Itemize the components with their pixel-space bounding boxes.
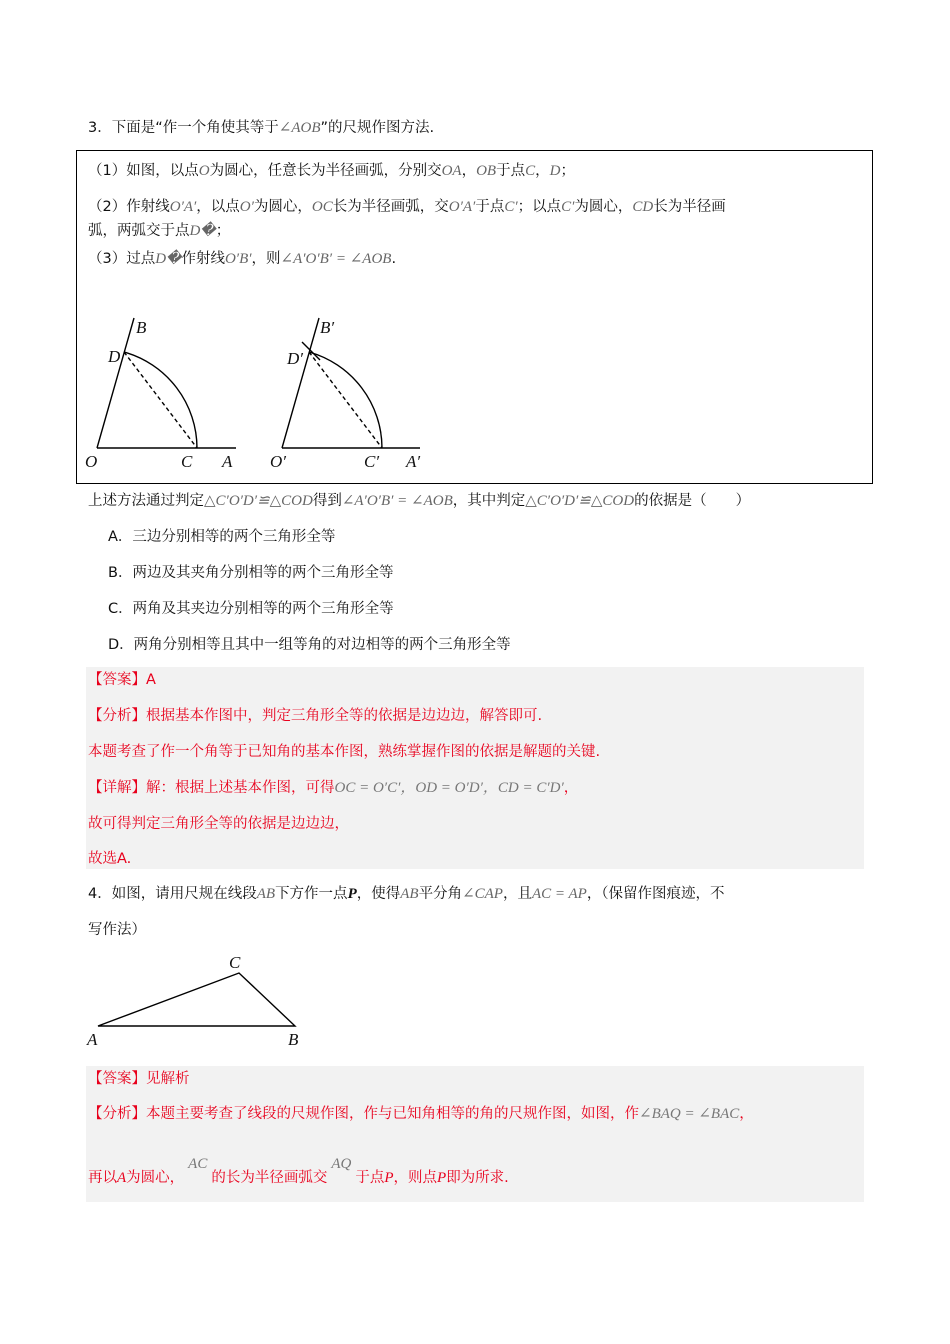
step1-math-OA: OA [441, 163, 462, 179]
step2-text: 于点 [475, 199, 505, 215]
step3-math: O′B′ [224, 251, 252, 267]
q4-math-P: P [437, 1170, 447, 1186]
detail-text: ， [563, 780, 579, 796]
label-O: O [85, 452, 98, 471]
arc-CD [124, 352, 197, 448]
option-d[interactable]: D．两角分别相等且其中一组等角的对边相等的两个三角形全等 [108, 637, 511, 653]
q4-math-P: P [384, 1170, 394, 1186]
step1-text: 于点 [496, 163, 526, 179]
label-A: A [87, 1030, 98, 1049]
step1-math-O: O [198, 163, 210, 179]
q3-stem-text-b: ”的尺规作图方法. [320, 120, 435, 136]
q3-step2-cont [88, 221, 230, 241]
step2-text: 长为半径画弧，交 [332, 199, 449, 215]
q4-math: AC = AP [531, 886, 587, 902]
q4-analysis-math: ∠BAQ = ∠BAC [639, 1106, 740, 1122]
step2-text: 长为半径画 [653, 199, 726, 215]
label-Dp: D′ [287, 349, 303, 368]
label-A: A [222, 452, 233, 471]
detail-math: OC = O′C′，OD = O′D′，CD = C′D′ [334, 780, 564, 796]
label-Cp: C′ [364, 452, 380, 471]
step2-math: OC [311, 199, 333, 215]
q4-text: 即为所求. [446, 1170, 509, 1186]
step3-text: . [391, 251, 397, 267]
q4-answer: 【答案】见解析 [88, 1071, 190, 1087]
question-text: 的依据是（ ） [634, 493, 751, 509]
option-a[interactable]: A．三边分别相等的两个三角形全等 [108, 529, 336, 545]
question-math: △C′O′D′≌△COD [525, 493, 635, 509]
step2-math: D� [189, 223, 216, 239]
label-C: C [181, 452, 193, 471]
q4-text: 于点 [355, 1170, 385, 1186]
q3-stem [88, 118, 434, 138]
q4-text: 为圆心， [126, 1170, 185, 1186]
q3-answer-block [86, 667, 864, 869]
q3-stem-math: ∠AOB [278, 120, 321, 136]
step1-text: ， [461, 163, 477, 179]
question-math: △C′O′D′≌△COD [204, 493, 313, 509]
step3-text: ，则 [251, 251, 281, 267]
question-text: ，其中判定 [452, 493, 526, 509]
step1-text: （1）如图，以点 [88, 163, 199, 179]
arc-CpDp [309, 352, 382, 448]
step2-math: O′A′ [169, 199, 197, 215]
segment-CD [124, 352, 197, 448]
q4-math-AQ: AQ [331, 1156, 352, 1172]
q3-analysis-2: 本题考查了作一个角等于已知角的基本作图，熟练掌握作图的依据是解题的关键. [88, 744, 601, 760]
detail-text: 【详解】解：根据上述基本作图，可得 [88, 780, 335, 796]
q4-text: ，使得 [356, 886, 401, 902]
q4-text: ，（保留作图痕迹，不 [586, 886, 725, 902]
q3-analysis: 【分析】根据基本作图中，判定三角形全等的依据是边边边，解答即可. [88, 708, 543, 724]
step3-text: 作射线 [181, 251, 225, 267]
q3-detail [88, 778, 578, 798]
triangle-abc [98, 973, 295, 1026]
label-C: C [229, 953, 241, 972]
label-B: B [136, 318, 147, 337]
step3-text: （3）过点 [88, 251, 156, 267]
label-Ap: A′ [406, 452, 421, 471]
q4-analysis [88, 1104, 754, 1124]
step2-text: ；以点 [517, 199, 562, 215]
q4-stem [88, 884, 725, 904]
q4-text: 再以 [88, 1170, 117, 1186]
step2-math: CD [632, 199, 654, 215]
label-Bp: B′ [320, 318, 335, 337]
step1-text: ， [535, 163, 550, 179]
option-b[interactable]: B．两边及其夹角分别相等的两个三角形全等 [108, 565, 394, 581]
step1-math-D: D [549, 163, 561, 179]
q4-math: AB [400, 886, 419, 902]
label-B: B [288, 1030, 299, 1049]
q4-text: 的长为半径画弧交 [211, 1170, 328, 1186]
step3-math: D� [155, 251, 182, 267]
q4-text: 平分角 [418, 886, 463, 902]
q3-detail-3: 故选A. [88, 851, 132, 867]
q4-stem-cont: 写作法） [88, 922, 146, 938]
q3-step2 [88, 197, 726, 217]
segment-CpDp [309, 352, 382, 448]
ray-OpBp [282, 318, 319, 448]
step1-text: ； [560, 163, 575, 179]
q3-stem-text-a: 3．下面是“作一个角使其等于 [88, 120, 279, 136]
question-text: 上述方法通过判定 [88, 493, 204, 509]
q4-math: AB [256, 886, 276, 902]
q3-detail-2: 故可得判定三角形全等的依据是边边边， [88, 816, 349, 832]
step2-math: C′ [561, 199, 575, 215]
step2-text: 为圆心， [574, 199, 633, 215]
step2-text: 弧，两弧交于点 [88, 223, 190, 239]
step2-math: O′A′ [448, 199, 476, 215]
step2-text: ，以点 [196, 199, 240, 215]
q4-analysis-text: ， [739, 1106, 754, 1122]
q4-math-P: P [347, 886, 357, 902]
q4-text: ，且 [502, 886, 532, 902]
step2-text: 为圆心， [253, 199, 312, 215]
q4-math-AC: AC [188, 1156, 208, 1172]
q4-text: 下方作一点 [275, 886, 348, 902]
option-c[interactable]: C．两角及其夹边分别相等的两个三角形全等 [108, 601, 394, 617]
question-math: ∠A′O′B′ = ∠AOB [341, 493, 453, 509]
step1-math-C: C [525, 163, 536, 179]
q3-step1 [88, 161, 575, 181]
q3-question [88, 491, 750, 511]
label-Op: O′ [270, 452, 286, 471]
label-D: D [108, 347, 121, 366]
q4-text: ，则点 [393, 1170, 438, 1186]
step2-text: （2）作射线 [88, 199, 170, 215]
q4-analysis-2 [88, 1156, 509, 1188]
step3-math: ∠A′O′B′ = ∠AOB [280, 251, 392, 267]
q4-math-A: A [117, 1170, 127, 1186]
q3-answer: 【答案】A [88, 672, 156, 688]
step2-math: O′ [239, 199, 254, 215]
q4-analysis-text: 【分析】本题主要考查了线段的尺规作图，作与已知角相等的角的尺规作图，如图，作 [88, 1106, 639, 1122]
triangle-abc-figure [84, 952, 324, 1052]
step1-text: 为圆心，任意长为半径画弧，分别交 [209, 163, 442, 179]
q4-math: ∠CAP [462, 886, 503, 902]
angle-construction-figure [80, 312, 460, 472]
step2-text: ； [215, 223, 231, 239]
q3-step3 [88, 249, 396, 269]
step2-math: C′ [504, 199, 518, 215]
ray-OB [97, 318, 134, 448]
question-text: 得到 [312, 493, 342, 509]
step1-math-OB: OB [476, 163, 497, 179]
q4-text: 4．如图，请用尺规在线段 [88, 886, 257, 902]
